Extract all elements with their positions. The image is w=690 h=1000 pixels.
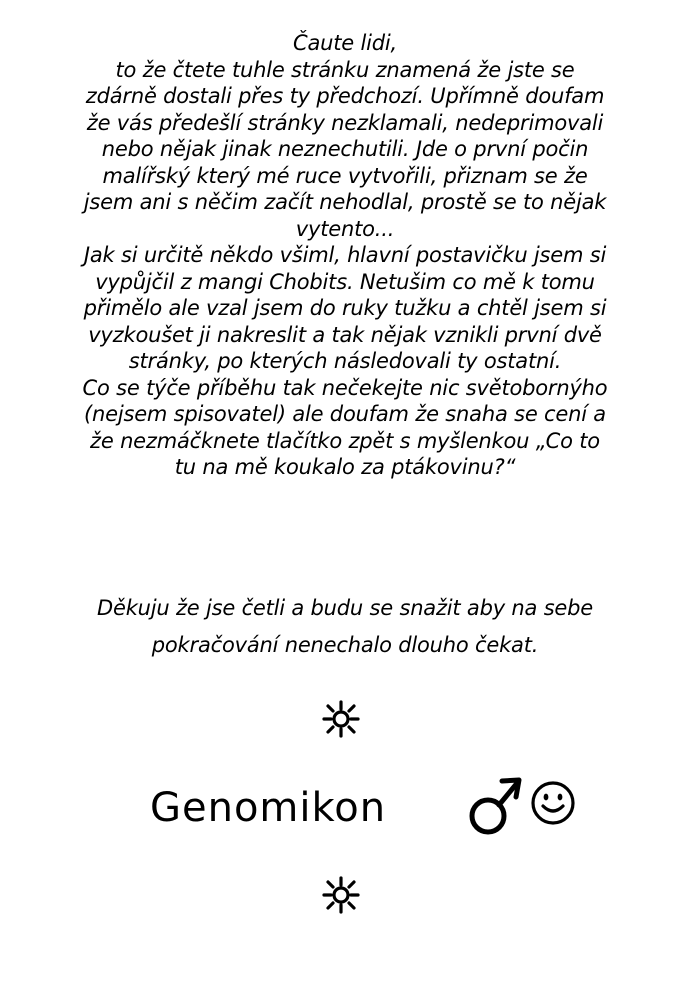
letter-line: zdárně dostali přes ty předchozí. Upřímně doufam bbox=[85, 84, 605, 108]
letter-line: (nejsem spisovatel) ale doufam že snaha se cení a bbox=[84, 402, 606, 426]
letter-line: tu na mě koukalo za ptákovinu?“ bbox=[174, 455, 516, 479]
sun-icon bbox=[322, 876, 360, 914]
letter-line: že nezmáčknete tlačítko zpět s myšlenkou „Co to bbox=[90, 428, 600, 453]
letter-line: malířský který mé ruce vytvořili, přiznam se že bbox=[102, 163, 588, 188]
closing-paragraph bbox=[18, 590, 672, 664]
male-symbol-icon bbox=[466, 772, 524, 838]
letter-line: nebo nějak jinak neznechutili. Jde o první počin bbox=[101, 137, 589, 161]
letter-line: Jak si určitě někdo všiml, hlavní postavičku jsem si bbox=[83, 243, 607, 267]
letter-line: to že čtete tuhle stránku znamená že jste se bbox=[115, 57, 575, 82]
letter-line: že vás předešlí stránky nezklamali, nedeprimovali bbox=[86, 110, 604, 135]
greeting-line: Čaute lidi, bbox=[293, 31, 397, 55]
letter-body bbox=[18, 30, 672, 481]
signature: Genomikon bbox=[150, 785, 387, 831]
letter-line: stránky, po kterých následovali ty ostatní. bbox=[128, 349, 562, 373]
letter-line: vyzkoušet ji nakreslit a tak nějak vznikli první dvě bbox=[88, 322, 602, 347]
sun-icon bbox=[322, 700, 360, 738]
signature-block bbox=[150, 770, 590, 850]
letter-line: Co se týče příběhu tak nečekejte nic světobornýho bbox=[82, 375, 608, 400]
closing-line: Děkuju že jse četli a budu se snažit aby na sebe bbox=[97, 596, 593, 620]
letter-line: jsem ani s něčim začít nehodlal, prostě se to nějak bbox=[83, 190, 607, 214]
letter-line: vytento... bbox=[295, 216, 395, 241]
smiley-icon bbox=[530, 780, 576, 826]
letter-line: vypůjčil z mangi Chobits. Netušim co mě k tomu bbox=[95, 269, 595, 294]
letter-line: přimělo ale vzal jsem do ruky tužku a chtěl jsem si bbox=[83, 296, 607, 320]
closing-line: pokračování nenechalo dlouho čekat. bbox=[151, 633, 539, 657]
